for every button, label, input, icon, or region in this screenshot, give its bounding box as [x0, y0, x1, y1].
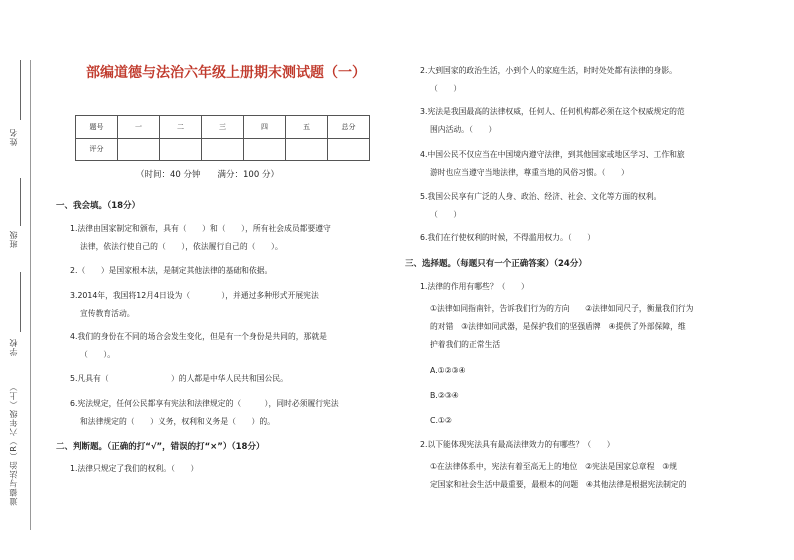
question-desc-line: ①在法律体系中，宪法有着至高无上的地位 ②宪法是国家总章程 ③规 — [430, 462, 678, 471]
s2-question-5 — [420, 188, 661, 224]
score-table — [75, 115, 370, 161]
s1-question-6 — [70, 395, 339, 431]
name-label: 姓名 — [9, 128, 18, 146]
question-line: 2.（ ）是国家根本法，是制定其他法律的基础和依据。 — [70, 266, 273, 275]
subject-label: 道德与法治（R）六年级（上） — [9, 382, 18, 506]
s1-question-5 — [70, 370, 288, 388]
school-label: 学校 — [9, 338, 18, 356]
question-line: 6.我们在行使权利的时候，不得滥用权力。（ ） — [420, 233, 596, 242]
question-line: 5.凡具有（ ）的人都是中华人民共和国公民。 — [70, 374, 288, 383]
option-c: C.①② — [430, 416, 452, 425]
score-cell — [328, 138, 370, 161]
question-line: 1.法律由国家制定和颁布，具有（ ）和（ ），所有社会成员都要遵守 — [70, 224, 331, 233]
question-desc-line: ①法律如同指南针，告诉我们行为的方向 ②法律如同尺子，衡量我们行为 — [430, 304, 694, 313]
section2-title: 二、判断题。（正确的打“√”，错误的打“×”）（18分） — [56, 442, 265, 452]
question-line: 1.法律只规定了我们的权利。（ ） — [70, 464, 199, 473]
question-line: 和法律规定的（ ）义务，权利和义务是（ ）的。 — [80, 417, 275, 426]
score-cell: 评分 — [76, 138, 118, 161]
question-line: 3.宪法是我国最高的法律权威，任何人、任何机构都必须在这个权威规定的范 — [420, 107, 685, 116]
s2-question-2 — [420, 62, 677, 98]
exam-title: 部编道德与法治六年级上册期末测试题（一） — [86, 65, 366, 81]
question-line: （ ） — [430, 210, 462, 219]
question-line: （ ）。 — [80, 350, 116, 359]
question-line: 游时也应当遵守当地法律，尊重当地的风俗习惯。（ ） — [430, 168, 629, 177]
s1-question-2 — [70, 262, 272, 280]
option-b: B.②③④ — [430, 391, 459, 400]
s3-question-1 — [420, 278, 693, 430]
question-line: 3.2014年，我国将12月4日设为（ ），并通过多种形式开展宪法 — [70, 291, 319, 300]
question-stem: 1.法律的作用有哪些？（ ） — [420, 282, 529, 291]
score-cell — [160, 138, 202, 161]
class-label: 班级 — [9, 230, 18, 248]
question-desc-line: 的对错 ③法律如同武器，是保护我们的坚强盾牌 ④提供了外部保障，维 — [430, 322, 686, 331]
question-line: 围内活动。（ ） — [430, 125, 497, 134]
s2-question-4 — [420, 146, 685, 182]
question-desc-line: 定国家和社会生活中最重要，最根本的问题 ④其他法律是根据宪法制定的 — [430, 480, 687, 489]
question-line: （ ） — [430, 84, 462, 93]
s2-question-1 — [70, 460, 198, 478]
option-a: A.①②③④ — [430, 366, 466, 375]
question-line: 宣传教育活动。 — [80, 309, 135, 318]
score-header-cell: 四 — [244, 116, 286, 139]
question-line: 2.大到国家的政治生活，小到个人的家庭生活，时时处处都有法律的身影。 — [420, 66, 677, 75]
score-header-cell: 题号 — [76, 116, 118, 139]
s2-question-3 — [420, 103, 685, 139]
name-blank — [20, 60, 21, 120]
class-blank — [20, 178, 21, 226]
score-cell — [244, 138, 286, 161]
score-table-header-row — [76, 116, 370, 139]
exam-meta: （时间：40 分钟 满分：100 分） — [136, 170, 279, 180]
binding-strip — [0, 0, 44, 560]
section3-title: 三、选择题。（每题只有一个正确答案）（24分） — [405, 259, 587, 269]
question-line: 法律，依法行使自己的（ ），依法履行自己的（ ）。 — [80, 242, 283, 251]
question-line: 4.我们的身份在不同的场合会发生变化，但是有一个身份是共同的，那就是 — [70, 332, 327, 341]
s2-question-6 — [420, 229, 595, 247]
question-stem: 2.以下能体现宪法具有最高法律效力的有哪些？（ ） — [420, 440, 615, 449]
s3-question-2 — [420, 436, 687, 494]
section1-title: 一、我会填。（18分） — [56, 201, 141, 211]
score-header-cell: 五 — [286, 116, 328, 139]
score-table-row — [76, 138, 370, 161]
binding-line — [30, 60, 31, 530]
question-line: 6.宪法规定，任何公民都享有宪法和法律规定的（ ），同时必须履行宪法 — [70, 399, 339, 408]
s1-question-4 — [70, 328, 327, 364]
s1-question-1 — [70, 220, 331, 256]
score-cell — [118, 138, 160, 161]
s1-question-3 — [70, 287, 319, 323]
score-header-cell: 总分 — [328, 116, 370, 139]
question-line: 5.我国公民享有广泛的人身、政治、经济、社会、文化等方面的权利。 — [420, 192, 662, 201]
score-header-cell: 三 — [202, 116, 244, 139]
score-header-cell: 一 — [118, 116, 160, 139]
question-line: 4.中国公民不仅应当在中国境内遵守法律，到其他国家或地区学习、工作和旅 — [420, 150, 685, 159]
score-header-cell: 二 — [160, 116, 202, 139]
score-cell — [202, 138, 244, 161]
school-blank — [20, 272, 21, 332]
question-desc-line: 护着我们的正常生活 — [430, 340, 501, 349]
score-cell — [286, 138, 328, 161]
